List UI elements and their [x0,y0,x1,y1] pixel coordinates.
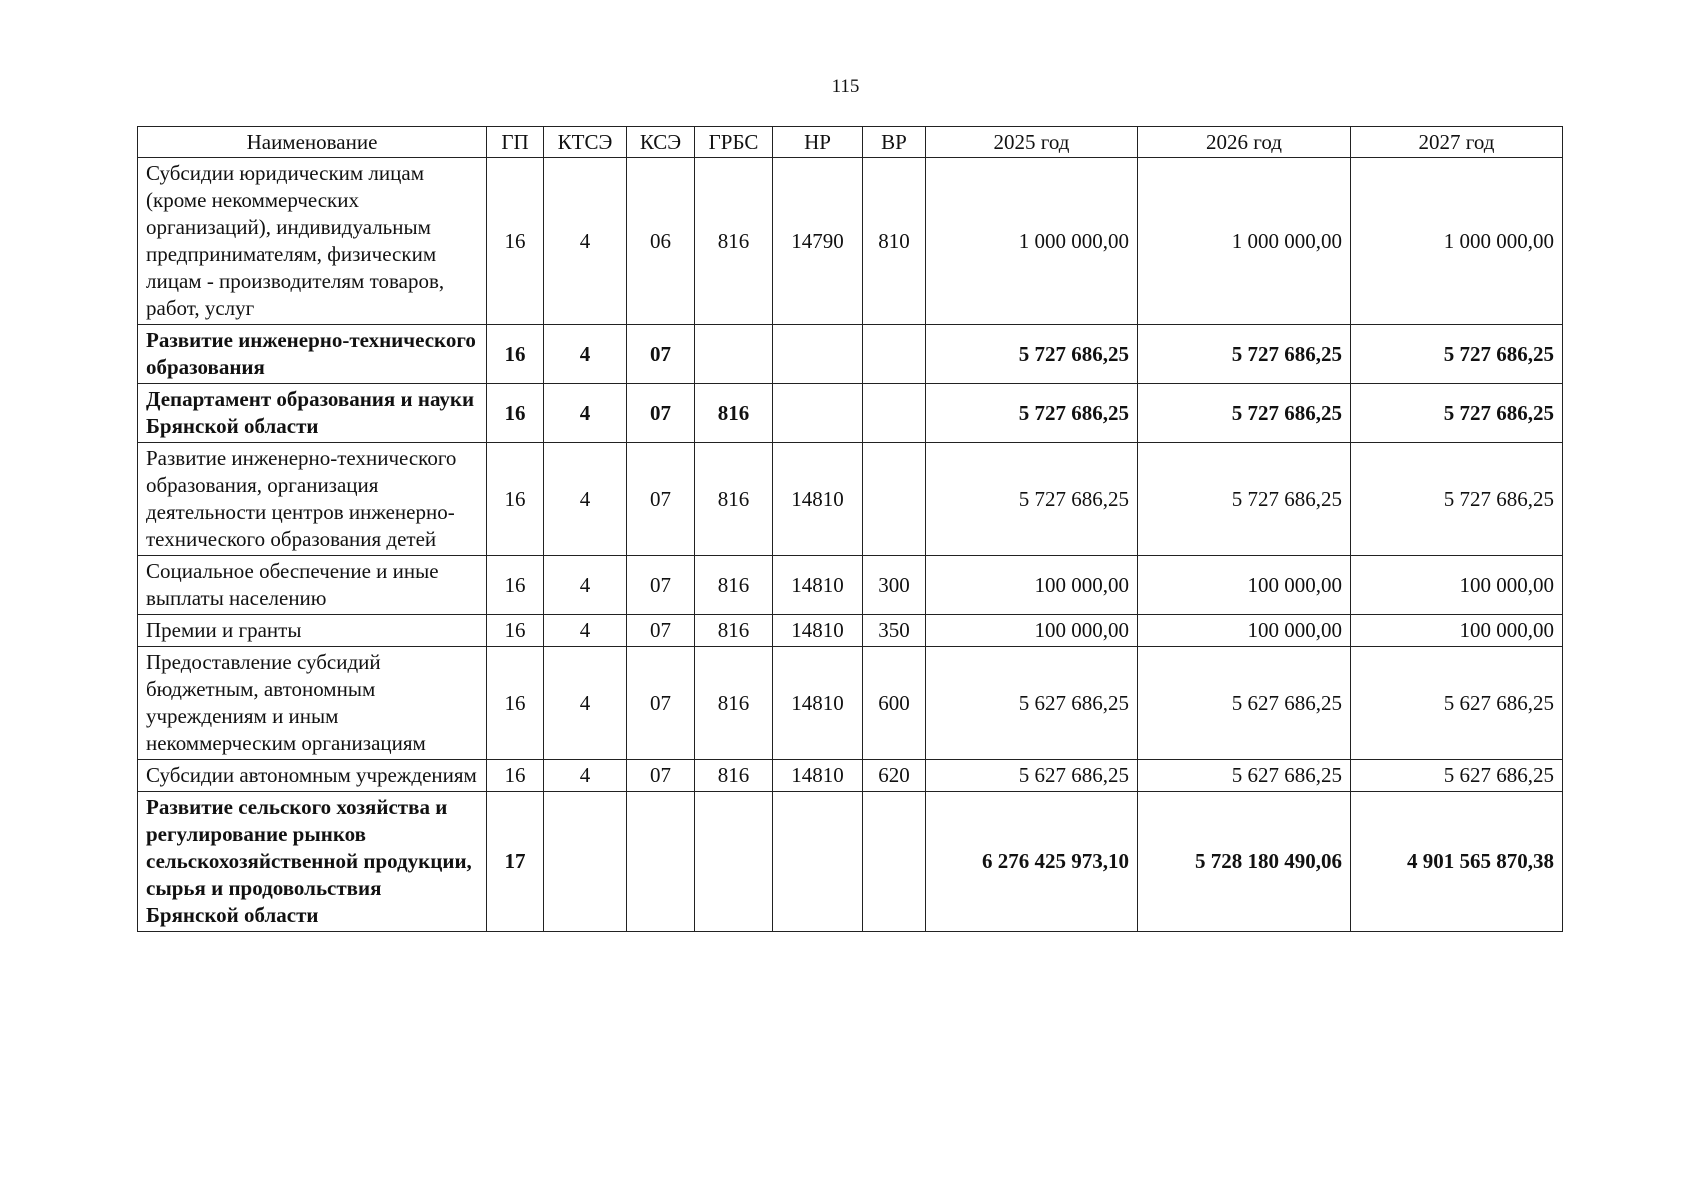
cell-name: Департамент образования и науки Брянской области [138,384,487,443]
cell-gp: 16 [487,443,544,556]
cell-grbs: 816 [695,615,773,647]
cell-name: Предоставление субсидий бюджетным, автономным учреждениям и иным некоммерческим организациям [138,647,487,760]
cell-name: Развитие сельского хозяйства и регулирование рынков сельскохозяйственной продукции, сырья и продовольствия Брянской области [138,792,487,932]
header-vr: ВР [863,127,926,158]
cell-kse: 06 [627,158,695,325]
cell-name: Субсидии юридическим лицам (кроме некоммерческих организаций), индивидуальным предпринимателям, физическим лицам - производителям товаров, работ, услуг [138,158,487,325]
header-nr: НР [773,127,863,158]
cell-gp: 16 [487,384,544,443]
cell-vr: 300 [863,556,926,615]
header-grbs: ГРБС [695,127,773,158]
header-name: Наименование [138,127,487,158]
cell-2027: 5 627 686,25 [1351,647,1563,760]
cell-nr: 14790 [773,158,863,325]
cell-kse: 07 [627,615,695,647]
cell-kse: 07 [627,556,695,615]
cell-2026: 5 627 686,25 [1138,760,1351,792]
cell-kse: 07 [627,443,695,556]
cell-vr [863,792,926,932]
header-2026: 2026 год [1138,127,1351,158]
cell-grbs [695,792,773,932]
cell-2027: 5 627 686,25 [1351,760,1563,792]
cell-name: Развитие инженерно-технического образования, организация деятельности центров инженерно-технического образования детей [138,443,487,556]
cell-nr: 14810 [773,443,863,556]
cell-nr [773,325,863,384]
cell-2026: 5 727 686,25 [1138,325,1351,384]
header-2025: 2025 год [926,127,1138,158]
table-row [138,647,1563,760]
cell-kse: 07 [627,325,695,384]
table-row [138,158,1563,325]
cell-nr: 14810 [773,647,863,760]
header-ktse: КТСЭ [544,127,627,158]
cell-gp: 16 [487,615,544,647]
cell-2026: 5 627 686,25 [1138,647,1351,760]
cell-nr: 14810 [773,615,863,647]
cell-vr: 350 [863,615,926,647]
cell-gp: 16 [487,760,544,792]
cell-2025: 100 000,00 [926,615,1138,647]
cell-vr [863,443,926,556]
cell-grbs: 816 [695,384,773,443]
table-row [138,760,1563,792]
cell-vr: 810 [863,158,926,325]
cell-2026: 5 728 180 490,06 [1138,792,1351,932]
cell-kse: 07 [627,647,695,760]
table-row [138,556,1563,615]
table-row [138,325,1563,384]
page-number: 115 [831,76,860,97]
cell-2027: 100 000,00 [1351,615,1563,647]
cell-ktse: 4 [544,556,627,615]
table-row [138,615,1563,647]
cell-ktse: 4 [544,647,627,760]
cell-2027: 5 727 686,25 [1351,325,1563,384]
cell-2027: 1 000 000,00 [1351,158,1563,325]
cell-2025: 5 627 686,25 [926,647,1138,760]
table-header-row [138,127,1563,158]
cell-ktse: 4 [544,325,627,384]
cell-2026: 100 000,00 [1138,556,1351,615]
cell-grbs: 816 [695,647,773,760]
table-row [138,443,1563,556]
cell-gp: 16 [487,325,544,384]
cell-nr: 14810 [773,760,863,792]
cell-vr: 620 [863,760,926,792]
cell-grbs: 816 [695,443,773,556]
cell-ktse: 4 [544,760,627,792]
cell-name: Субсидии автономным учреждениям [138,760,487,792]
cell-grbs: 816 [695,760,773,792]
cell-vr: 600 [863,647,926,760]
header-2027: 2027 год [1351,127,1563,158]
cell-kse [627,792,695,932]
table-row [138,792,1563,932]
budget-table [137,126,1563,932]
cell-2026: 1 000 000,00 [1138,158,1351,325]
cell-2025: 5 627 686,25 [926,760,1138,792]
cell-name: Социальное обеспечение и иные выплаты населению [138,556,487,615]
cell-name: Развитие инженерно-технического образования [138,325,487,384]
cell-gp: 17 [487,792,544,932]
cell-vr [863,384,926,443]
cell-ktse: 4 [544,158,627,325]
cell-2027: 5 727 686,25 [1351,443,1563,556]
cell-gp: 16 [487,647,544,760]
cell-2025: 5 727 686,25 [926,384,1138,443]
table-row [138,384,1563,443]
cell-grbs: 816 [695,158,773,325]
cell-2026: 5 727 686,25 [1138,443,1351,556]
cell-kse: 07 [627,760,695,792]
cell-ktse: 4 [544,443,627,556]
table-body [138,158,1563,932]
cell-gp: 16 [487,556,544,615]
cell-2025: 5 727 686,25 [926,325,1138,384]
cell-grbs: 816 [695,556,773,615]
cell-2027: 100 000,00 [1351,556,1563,615]
cell-kse: 07 [627,384,695,443]
cell-2025: 1 000 000,00 [926,158,1138,325]
cell-2025: 5 727 686,25 [926,443,1138,556]
header-gp: ГП [487,127,544,158]
cell-nr [773,792,863,932]
cell-gp: 16 [487,158,544,325]
cell-name: Премии и гранты [138,615,487,647]
cell-2027: 5 727 686,25 [1351,384,1563,443]
cell-ktse: 4 [544,615,627,647]
cell-nr: 14810 [773,556,863,615]
cell-2026: 5 727 686,25 [1138,384,1351,443]
cell-grbs [695,325,773,384]
cell-ktse: 4 [544,384,627,443]
cell-2025: 6 276 425 973,10 [926,792,1138,932]
cell-2026: 100 000,00 [1138,615,1351,647]
cell-ktse [544,792,627,932]
cell-2027: 4 901 565 870,38 [1351,792,1563,932]
cell-2025: 100 000,00 [926,556,1138,615]
header-kse: КСЭ [627,127,695,158]
cell-vr [863,325,926,384]
cell-nr [773,384,863,443]
